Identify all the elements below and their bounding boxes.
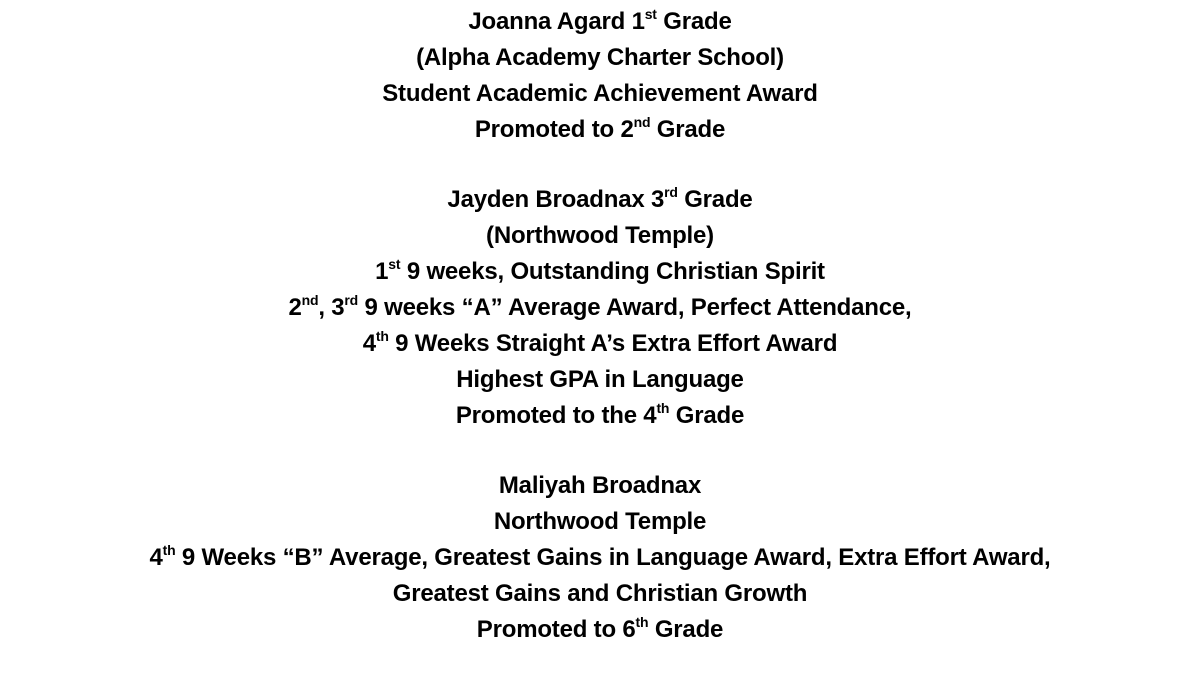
ordinal-suffix: rd — [664, 184, 678, 200]
text-segment: 9 weeks “A” Average Award, Perfect Attendance, — [358, 294, 912, 321]
ordinal-suffix: rd — [344, 292, 359, 308]
award-line — [0, 40, 1200, 76]
awards-slide — [0, 4, 1200, 648]
text-segment: Grade — [656, 8, 732, 35]
text-segment: 4 — [362, 330, 376, 357]
ordinal-suffix: st — [644, 6, 657, 22]
text-segment: Highest GPA in Language — [456, 366, 744, 393]
ordinal-suffix: th — [375, 328, 389, 344]
ordinal-suffix: st — [388, 256, 401, 272]
text-segment: 2 — [288, 294, 302, 321]
text-segment: Joanna Agard 1 — [468, 8, 645, 35]
student-award-block — [0, 468, 1200, 648]
award-line — [0, 576, 1200, 612]
ordinal-suffix: nd — [633, 114, 651, 130]
text-segment: Promoted to the 4 — [455, 402, 657, 429]
text-segment: 9 weeks, Outstanding Christian Spirit — [400, 258, 825, 285]
text-segment: Grade — [669, 402, 745, 429]
text-segment: Grade — [648, 616, 724, 643]
text-segment: Northwood Temple — [493, 508, 707, 535]
text-segment: (Northwood Temple) — [486, 222, 714, 249]
award-line — [0, 612, 1200, 648]
text-segment: 4 — [149, 544, 163, 571]
ordinal-suffix: th — [656, 400, 670, 416]
award-line — [0, 218, 1200, 254]
award-line — [0, 362, 1200, 398]
award-line — [0, 326, 1200, 362]
award-line — [0, 290, 1200, 326]
text-segment: Jayden Broadnax 3 — [447, 186, 665, 213]
text-segment: Student Academic Achievement Award — [382, 80, 818, 107]
award-line — [0, 76, 1200, 112]
ordinal-suffix: th — [635, 614, 649, 630]
student-award-list — [0, 4, 1200, 648]
text-segment: Grade — [677, 186, 753, 213]
text-segment: Maliyah Broadnax — [498, 472, 702, 499]
award-line — [0, 540, 1200, 576]
text-segment: 1 — [375, 258, 389, 285]
text-segment: Promoted to 6 — [476, 616, 636, 643]
award-line — [0, 504, 1200, 540]
student-award-block — [0, 4, 1200, 148]
text-segment: 9 Weeks Straight A’s Extra Effort Award — [388, 330, 838, 357]
text-segment: , 3 — [318, 294, 345, 321]
student-name-line — [0, 468, 1200, 504]
text-segment: Grade — [650, 116, 726, 143]
text-segment: Greatest Gains and Christian Growth — [392, 580, 808, 607]
award-line — [0, 398, 1200, 434]
student-name-line — [0, 182, 1200, 218]
text-segment: (Alpha Academy Charter School) — [416, 44, 784, 71]
ordinal-suffix: th — [162, 542, 176, 558]
text-segment: 9 Weeks “B” Average, Greatest Gains in Language Award, Extra Effort Award, — [175, 544, 1051, 571]
award-line — [0, 112, 1200, 148]
ordinal-suffix: nd — [301, 292, 319, 308]
award-line — [0, 254, 1200, 290]
student-name-line — [0, 4, 1200, 40]
text-segment: Promoted to 2 — [474, 116, 634, 143]
student-award-block — [0, 182, 1200, 434]
